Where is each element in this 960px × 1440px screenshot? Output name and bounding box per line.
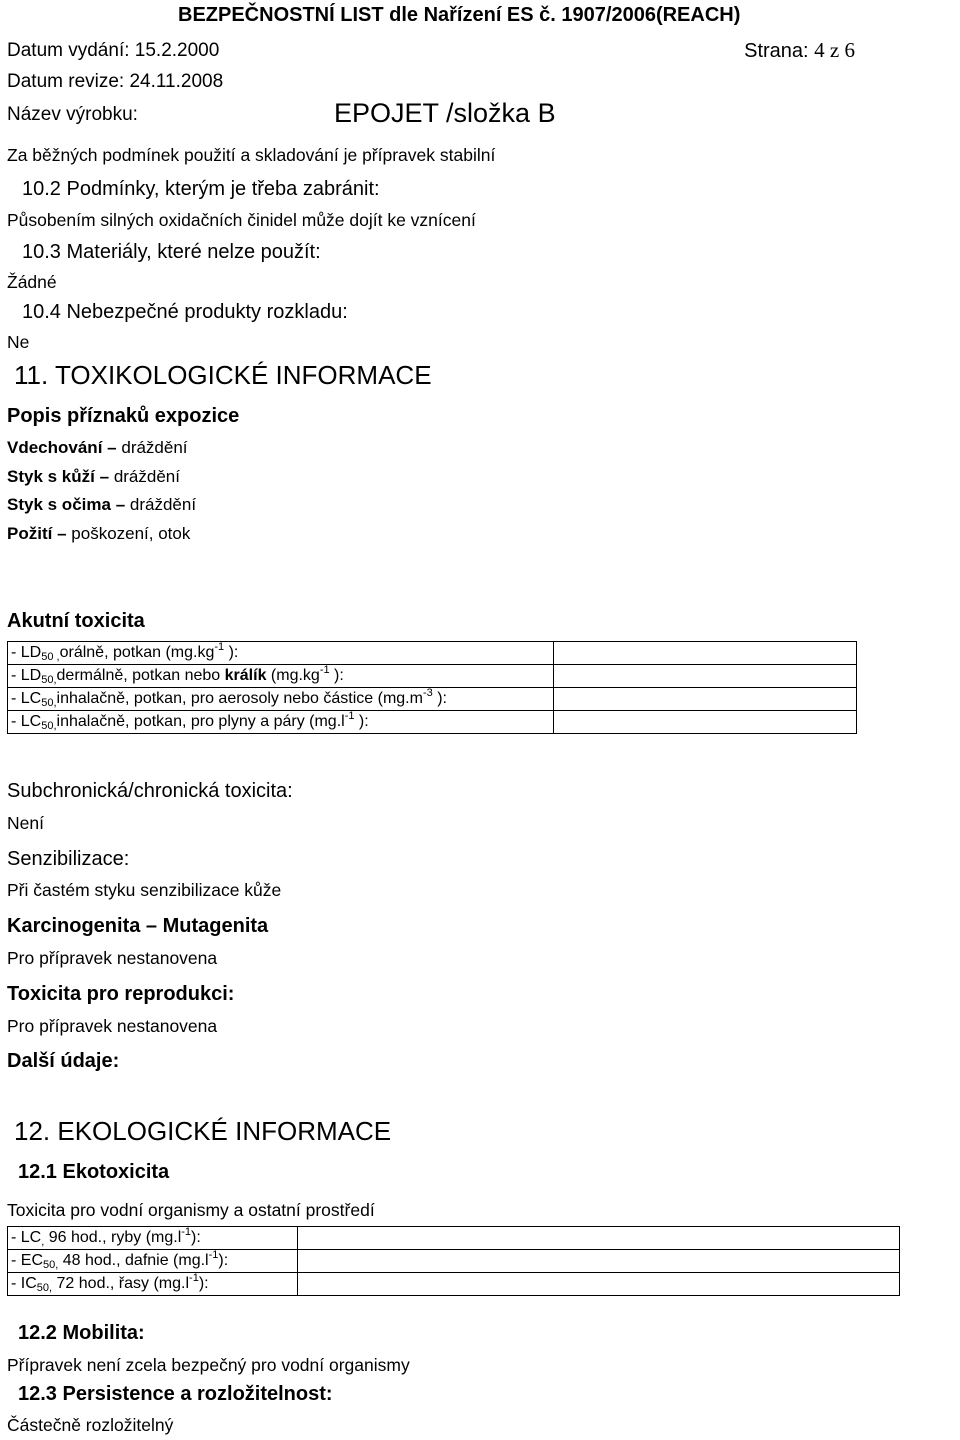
table-row — [8, 1273, 900, 1296]
issue-date: Datum vydání: 15.2.2000 — [7, 40, 220, 61]
symptom-route: Požití — [7, 524, 53, 543]
symptom-dash: – — [107, 438, 117, 457]
page-label: Strana: — [744, 40, 809, 62]
symptom-row — [7, 495, 196, 515]
section-10-3-heading: 10.3 Materiály, které nelze použít: — [22, 241, 321, 263]
document-title: BEZPEČNOSTNÍ LIST dle Nařízení ES č. 1907/2006(REACH) — [178, 4, 741, 26]
chronic-toxicity-text: Není — [7, 813, 44, 833]
chronic-toxicity-heading: Subchronická/chronická toxicita: — [7, 780, 293, 802]
symptom-route: Styk s kůží — [7, 467, 95, 486]
sensitization-heading: Senzibilizace: — [7, 848, 130, 870]
section-10-4-text: Ne — [7, 332, 30, 352]
table-row — [8, 1227, 900, 1250]
section-10-3-text: Žádné — [7, 272, 57, 292]
eco-label: - $IC_{50,}$ 72 hod., řasy $(mg.l^{-1})$: — [8, 1273, 298, 1296]
carcinogenicity-text: Pro přípravek nestanovena — [7, 948, 218, 968]
page-indicator — [744, 38, 855, 63]
section-10-4-heading: 10.4 Nebezpečné produkty rozkladu: — [22, 301, 348, 323]
reproduction-toxicity-text: Pro přípravek nestanovena — [7, 1016, 218, 1036]
ecotoxicity-intro: Toxicita pro vodní organismy a ostatní prostředí — [7, 1200, 375, 1220]
tox-label: - $LC_{50,}inhalačně$, potkan, pro aerosoly nebo částice ($mg.m^{-3}$ ): — [8, 688, 554, 711]
tox-label: - $LC_{50,}inhalačně$, potkan, pro plyny a páry ($mg.l^{-1}$ ): — [8, 711, 554, 734]
section-11-title: 11. TOXIKOLOGICKÉ INFORMACE — [14, 360, 432, 390]
eco-label: - $EC_{50,}$ 48 hod., dafnie $(mg.l^{-1})$: — [8, 1250, 298, 1273]
tox-label: - $LD_{50,}dermá\ln ě$, potkan nebo králík ($mg.kg^{-1}$ ): — [8, 665, 554, 688]
section-12-1-heading: 12.1 Ekotoxicita — [18, 1161, 170, 1183]
acute-toxicity-table — [7, 641, 857, 734]
eco-value — [297, 1227, 899, 1250]
symptom-dash: – — [99, 467, 110, 486]
section-12-3-heading: 12.3 Persistence a rozložitelnost: — [18, 1383, 333, 1405]
reproduction-toxicity-heading: Toxicita pro reprodukci: — [7, 983, 235, 1005]
symptom-route: Vdechování — [7, 438, 103, 457]
table-row — [8, 711, 857, 734]
table-row — [8, 642, 857, 665]
persistence-text: Částečně rozložitelný — [7, 1415, 174, 1435]
symptom-effect: dráždění — [113, 467, 180, 486]
symptom-effect: poškození, otok — [71, 524, 191, 543]
symptom-dash: – — [115, 495, 126, 514]
tox-value — [553, 665, 856, 688]
section-12-title: 12. EKOLOGICKÉ INFORMACE — [14, 1116, 392, 1146]
tox-value — [553, 642, 856, 665]
tox-value — [553, 711, 856, 734]
sensitization-text: Při častém styku senzibilizace kůže — [7, 880, 282, 900]
mobility-text: Přípravek není zcela bezpečný pro vodní organismy — [7, 1355, 410, 1375]
section-10-2-text: Působením silných oxidačních činidel může dojít ke vznícení — [7, 210, 476, 230]
symptom-effect: dráždění — [121, 438, 188, 457]
stability-text: Za běžných podmínek použití a skladování je přípravek stabilní — [7, 145, 496, 165]
symptom-row — [7, 438, 188, 458]
product-label: Název výrobku: — [7, 104, 138, 125]
tox-label: - $LD_{50 ,}orá\ln ě$, potkan ($mg.kg^{-1}$ ): — [8, 642, 554, 665]
section-12-2-heading: 12.2 Mobilita: — [18, 1322, 145, 1344]
revision-date: Datum revize: 24.11.2008 — [7, 71, 224, 92]
symptom-row — [7, 467, 180, 487]
symptom-effect: dráždění — [129, 495, 197, 514]
eco-value — [297, 1273, 899, 1296]
page-number: 4 z 6 — [814, 38, 855, 62]
table-row — [8, 688, 857, 711]
table-row — [8, 1250, 900, 1273]
product-name: EPOJET /složka B — [334, 98, 556, 128]
table-row — [8, 665, 857, 688]
symptom-row — [7, 524, 190, 544]
eco-label: - $LC_,$ 96 hod., ryby $(mg.l^{-1})$: — [8, 1227, 298, 1250]
symptom-dash: – — [57, 524, 67, 543]
symptoms-heading: Popis příznaků expozice — [7, 405, 240, 427]
section-10-2-heading: 10.2 Podmínky, kterým je třeba zabránit: — [22, 178, 380, 200]
carcinogenicity-heading: Karcinogenita – Mutagenita — [7, 915, 269, 937]
ecotoxicity-table — [7, 1226, 900, 1296]
tox-value — [553, 688, 856, 711]
other-data-heading: Další údaje: — [7, 1050, 120, 1072]
eco-value — [297, 1250, 899, 1273]
acute-toxicity-heading: Akutní toxicita — [7, 610, 145, 632]
symptom-route: Styk s očima — [7, 495, 111, 514]
